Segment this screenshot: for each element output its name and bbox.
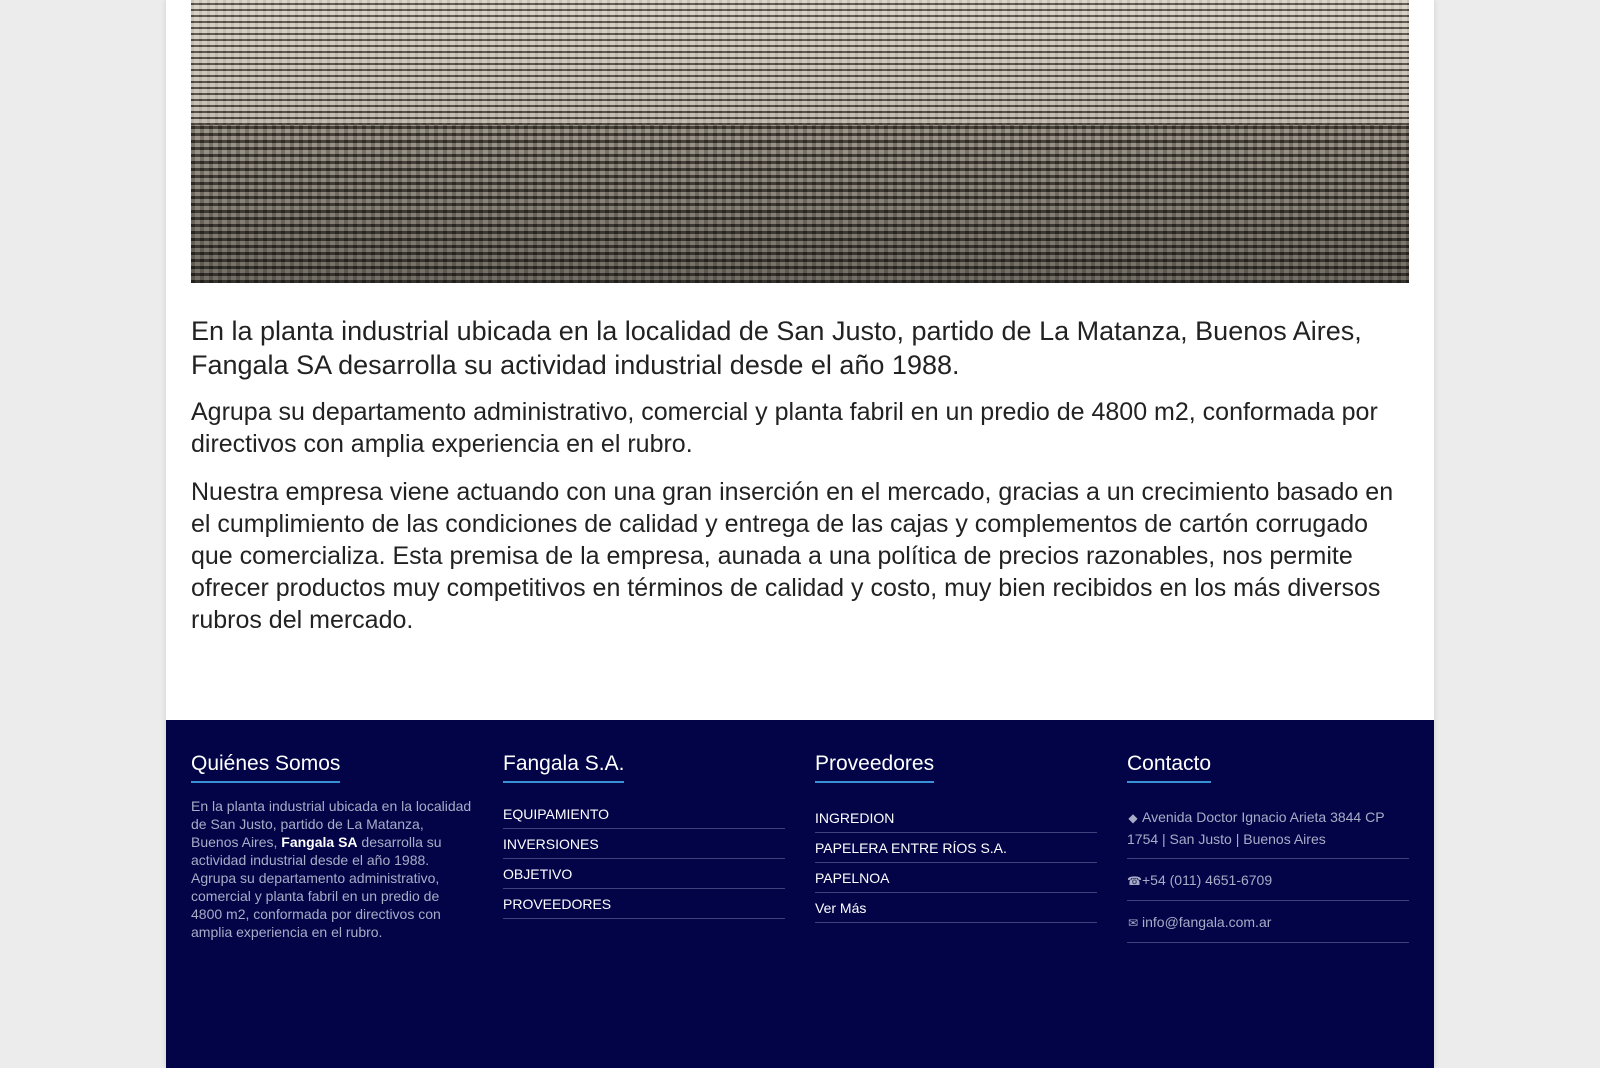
footer-contact-title: Contacto [1127,752,1211,783]
footer-about-column [191,752,473,941]
contact-phone-text: +54 (011) 4651-6709 [1142,872,1273,888]
footer-about-title: Quiénes Somos [191,752,340,783]
contact-email[interactable] [1127,910,1409,943]
facilities-paragraph: Agrupa su departamento administrativo, comercial y planta fabril en un predio de 4800 m2, conformada por directivos con amplia experiencia en el rubro. [191,398,1378,458]
phone-icon: ☎ [1127,874,1142,888]
site-footer [166,720,1434,1068]
company-name-bold: Fangala SA [281,834,358,850]
footer-company-links [503,799,785,919]
supplier-link-ver-mas[interactable]: Ver Más [815,893,1097,923]
footer-suppliers-title: Proveedores [815,752,934,783]
footer-about-text: En la planta industrial ubicada en la localidad de San Justo, partido de La Matanza, Buenos Aires, Fangala SA desarrolla su actividad industrial desde el año 1988. Agrupa su departamento administrativo, comercial y planta fabril en un predio de 4800 m2, conformada por directivos con amplia experiencia en el rubro. [191,798,472,940]
footer-company-title: Fangala S.A. [503,752,624,783]
map-marker-icon: ◆ [1128,811,1138,825]
footer-suppliers-links [815,803,1097,923]
footer-contact-column [1127,752,1409,952]
footer-contact-list [1127,805,1409,943]
footer-link-objetivo[interactable]: OBJETIVO [503,859,785,889]
intro-paragraph: En la planta industrial ubicada en la localidad de San Justo, partido de La Matanza, Buenos Aires, Fangala SA desarrolla su actividad industrial desde el año 1988. [191,316,1362,380]
company-paragraph: Nuestra empresa viene actuando con una gran inserción en el mercado, gracias a un crecimiento basado en el cumplimiento de las condiciones de calidad y entrega de las cajas y complementos de cartón corrugado que comercializa. Esta premisa de la empresa, aunada a una política de precios razonables, nos permite ofrecer productos muy competitivos en términos de calidad y costo, muy bien recibidos en los más diversos rubros del mercado. [191,478,1394,634]
contact-email-text: info@fangala.com.ar [1142,914,1272,930]
main-content [191,314,1416,652]
footer-suppliers-column [815,752,1097,923]
corrugated-cardboard-image [191,0,1409,283]
supplier-link-ingredion[interactable]: INGREDION [815,803,1097,833]
footer-link-proveedores[interactable]: PROVEEDORES [503,889,785,919]
page-container [166,0,1434,1068]
envelope-icon: ✉ [1127,916,1139,930]
supplier-link-papelera-entre-rios[interactable]: PAPELERA ENTRE RÍOS S.A. [815,833,1097,863]
footer-company-column [503,752,785,919]
supplier-link-papelnoa[interactable]: PAPELNOA [815,863,1097,893]
contact-address [1127,805,1409,859]
footer-link-inversiones[interactable]: INVERSIONES [503,829,785,859]
contact-address-text: Avenida Doctor Ignacio Arieta 3844 CP 1754 | San Justo | Buenos Aires [1127,809,1385,847]
footer-link-equipamiento[interactable]: EQUIPAMIENTO [503,799,785,829]
contact-phone[interactable] [1127,868,1409,901]
